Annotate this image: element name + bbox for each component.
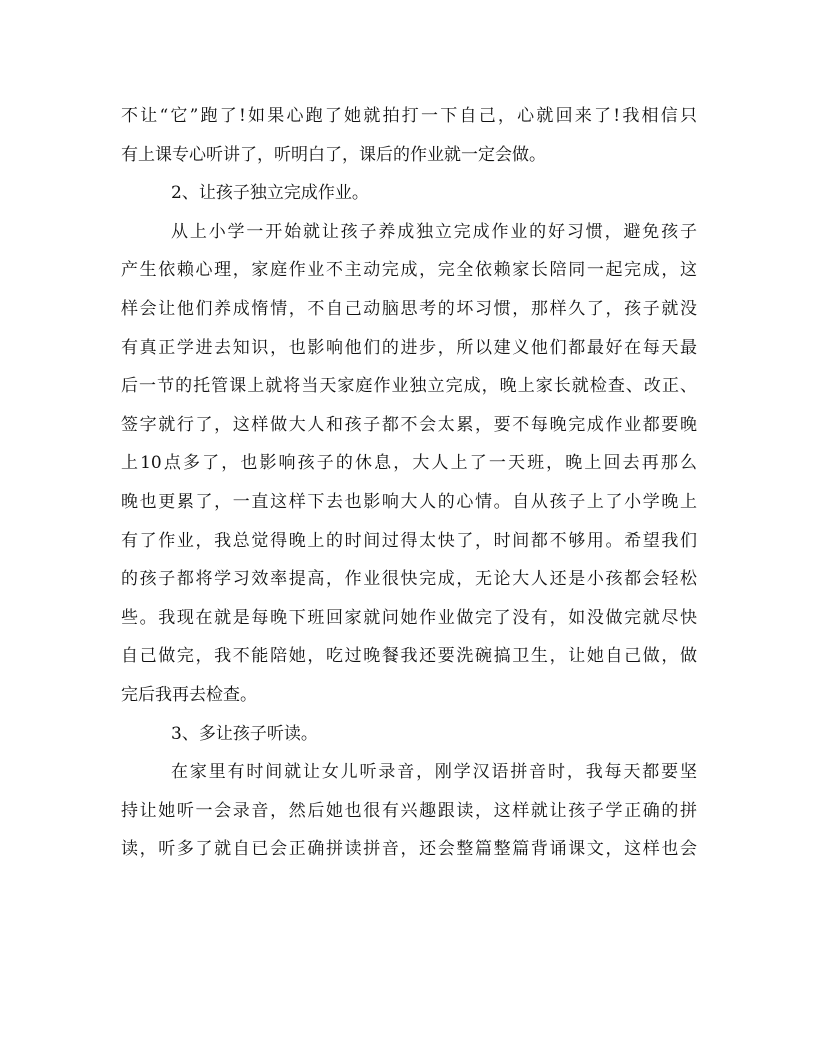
text-line: 样会让他们养成惰情，不自己动脑思考的坏习惯，那样久了，孩子就没	[121, 298, 697, 319]
text-line: 自己做完，我不能陪她，吃过晚餐我还要洗碗搞卫生，让她自己做，做	[121, 646, 697, 667]
text-line: 签字就行了，这样做大人和孩子都不会太累，要不每晚完成作业都要晚	[121, 414, 697, 435]
section-heading: 3、多让孩子听读。	[171, 723, 318, 744]
text-line: 些。我现在就是每晚下班回家就问她作业做完了没有，如没做完就尽快	[121, 607, 697, 628]
text-line: 有真正学进去知识，也影响他们的进步，所以建义他们都最好在每天最	[121, 337, 697, 358]
text-line: 有了作业，我总觉得晚上的时间过得太快了，时间都不够用。希望我们	[121, 530, 697, 551]
section-heading: 2、让孩子独立完成作业。	[171, 183, 369, 204]
text-line: 持让她听一会录音，然后她也很有兴趣跟读，这样就让孩子学正确的拼	[121, 800, 697, 821]
text-line: 从上小学一开始就让孩子养成独立完成作业的好习惯，避免孩子	[171, 221, 697, 242]
text-line: 完后我再去检查。	[121, 684, 257, 705]
text-line: 不让“它”跑了!如果心跑了她就拍打一下自己，心就回来了!我相信只	[121, 106, 697, 126]
text-line: 的孩子都将学习效率提高，作业很快完成，无论大人还是小孩都会轻松	[121, 569, 697, 590]
text-line: 有上课专心听讲了，听明白了，课后的作业就一定会做。	[121, 144, 546, 165]
document-body	[121, 97, 697, 869]
text-line: 在家里有时间就让女儿听录音，刚学汉语拼音时，我每天都要坚	[171, 762, 697, 783]
text-line: 上10点多了，也影响孩子的休息，大人上了一天班，晚上回去再那么	[121, 453, 697, 474]
text-line: 读，听多了就自已会正确拼读拼音，还会整篇整篇背诵课文，这样也会	[121, 839, 697, 860]
text-line: 产生依赖心理，家庭作业不主动完成，完全依赖家长陪同一起完成，这	[121, 260, 697, 281]
text-line: 后一节的托管课上就将当天家庭作业独立完成，晚上家长就检查、改正、	[121, 376, 697, 397]
text-line: 晚也更累了，一直这样下去也影响大人的心情。自从孩子上了小学晚上	[121, 491, 697, 512]
